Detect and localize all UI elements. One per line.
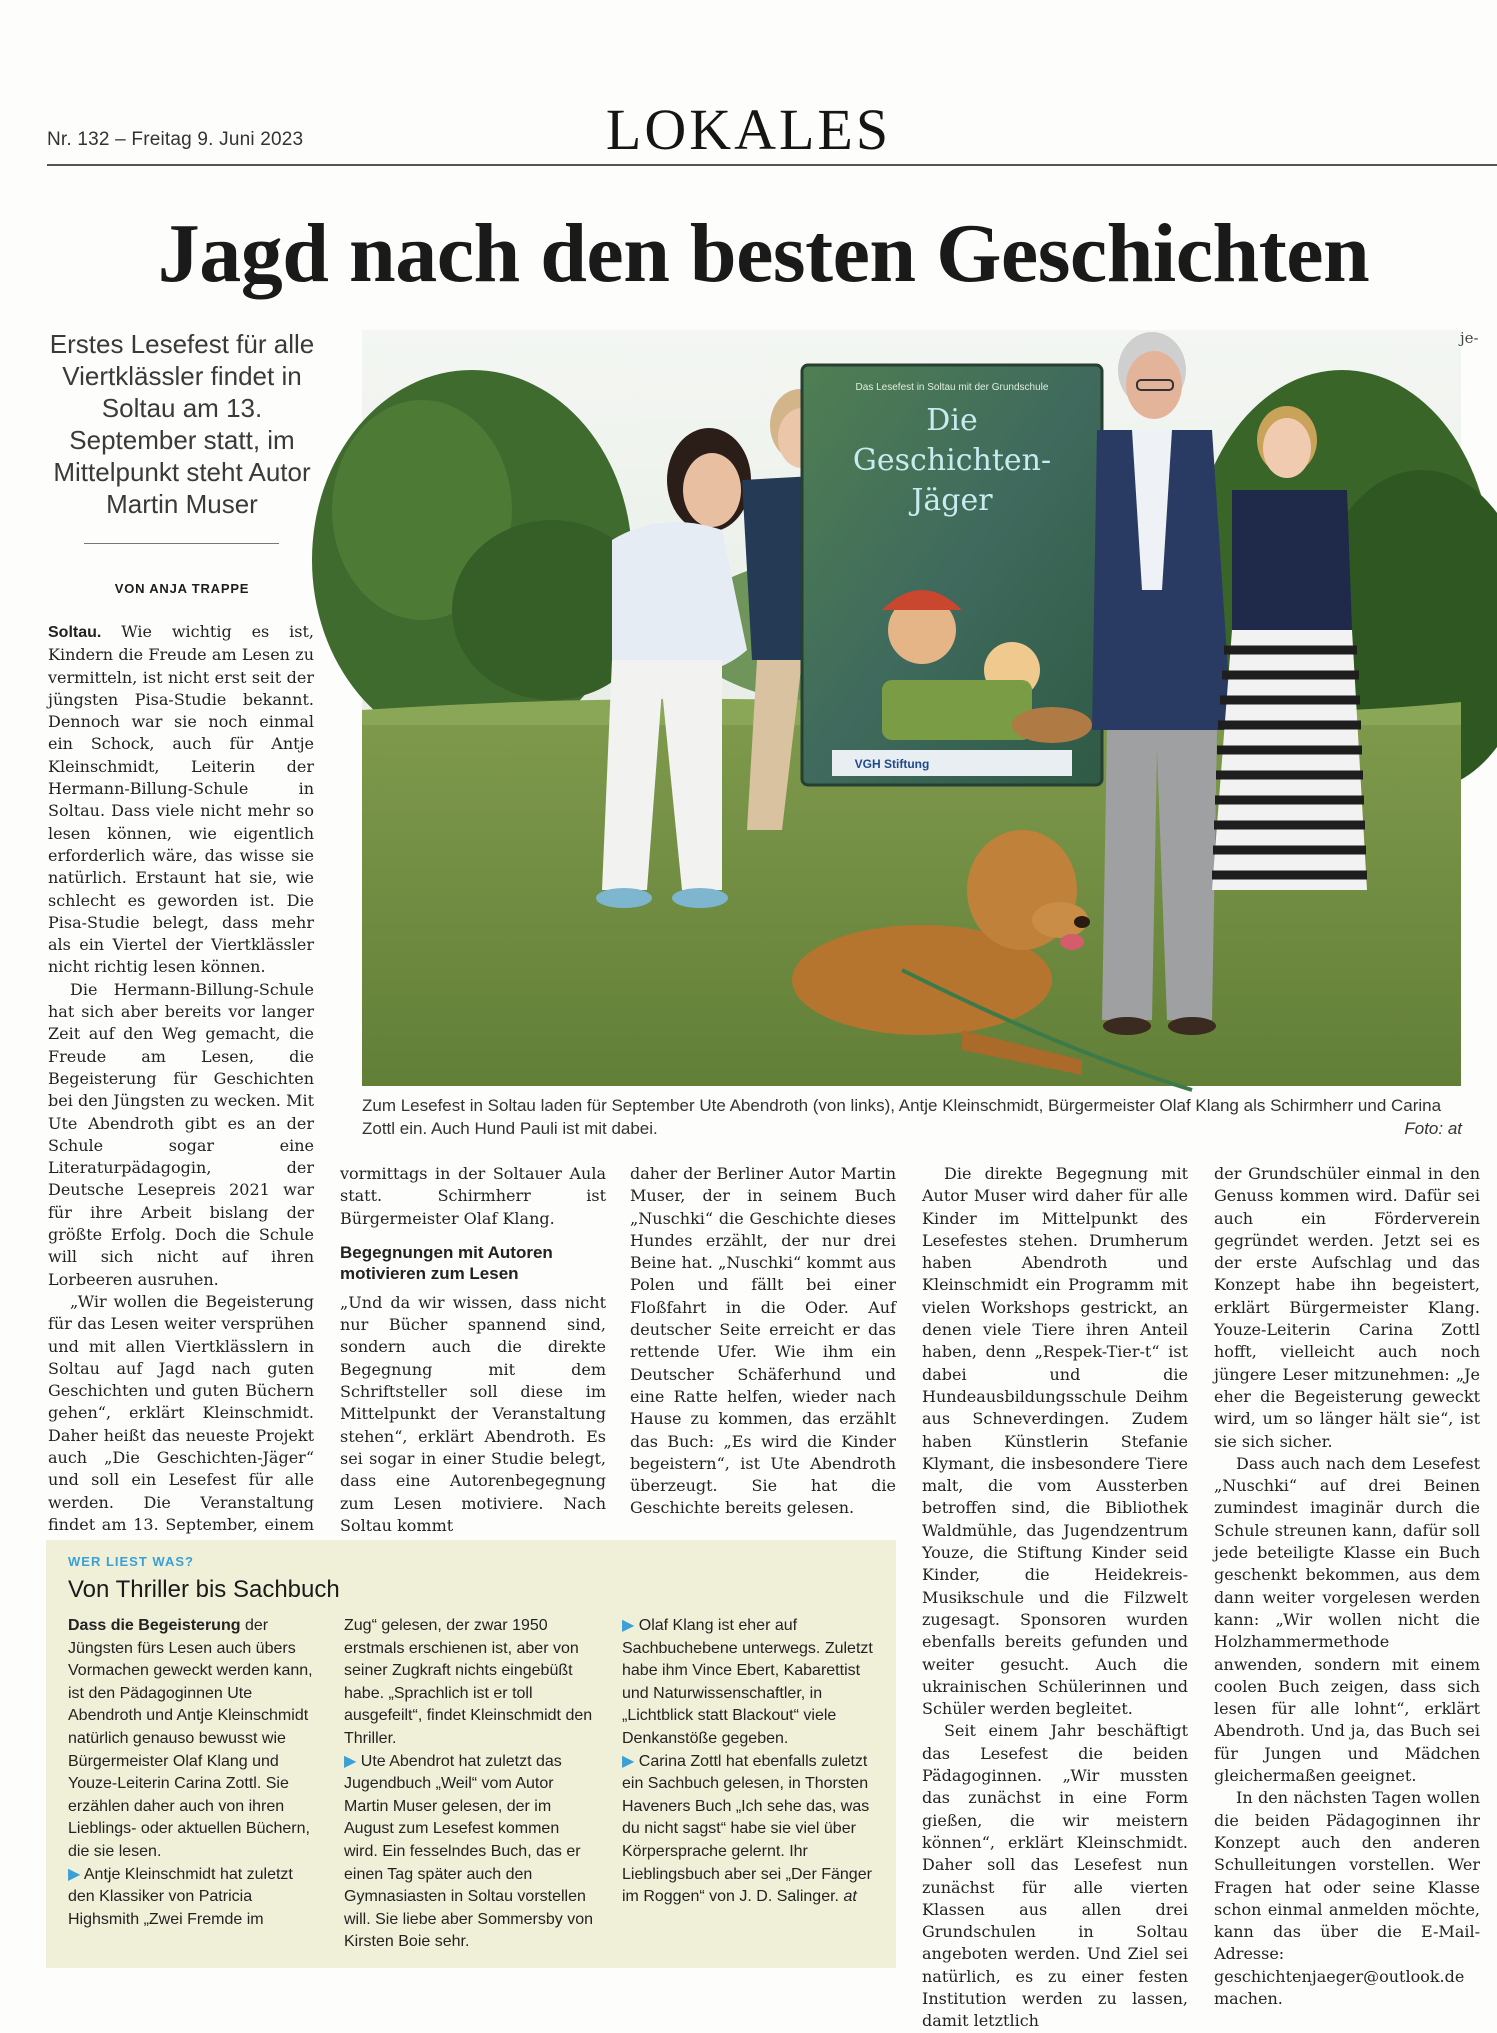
bullet-triangle-icon: ▶ — [344, 1752, 357, 1770]
col2-paragraph-1: vormittags in der Soltauer Aula statt. Schirmherr ist Bürgermeister Olaf Klang. — [340, 1164, 606, 1228]
box-column-3 — [622, 1615, 874, 1909]
caption-text: Zum Lesefest in Soltau laden für September Ute Abendroth (von links), Antje Kleinschmidt, Bürgermeister Olaf Klang als Schirmherr und Carina Zottl ein. Auch Hund Pauli ist mit dabei. — [362, 1096, 1442, 1138]
byline: VON ANJA TRAPPE — [114, 581, 250, 596]
col5-paragraph-1: der Grundschüler einmal in den Genuss kommen wird. Dafür sei auch ein Förderverein gegründet werden. Jetzt sei es der erste Aufschlag und das Konzept habe ihn begeistert, erklärt Bürgermeister Klang. Youze-Leiterin Carina Zottl hofft, vielleicht auch noch jüngere Leser mitzunehmen: „Je eher die Begeisterung geweckt wird, um so länger hält sie“, ist sie sich sicher. — [1214, 1164, 1480, 1451]
poster-sponsor: VGH Stiftung — [854, 757, 930, 771]
box-c1-paragraph-2: Antje Kleinschmidt hat zuletzt den Klassiker von Patricia Highsmith „Zwei Fremde im — [68, 1865, 293, 1928]
col5-paragraph-3: In den nächsten Tagen wollen die beiden Pädagoginnen ihr Konzept auch den anderen Schulleitungen vorstellen. Wer Fragen hat oder seine Klasse schon einmal anmelden möchte, kann das über die E-Mail-Adresse: geschichtenjaeger@outlook.de machen. — [1214, 1788, 1480, 2008]
box-column-1 — [68, 1615, 320, 1931]
box-title: Von Thriller bis Sachbuch — [68, 1576, 340, 1603]
photo-illustration — [362, 330, 1461, 1086]
box-c1-paragraph-1: der Jüngsten fürs Lesen auch übers Vormachen geweckt werden kann, ist den Pädagoginnen Ute Abendroth und Antje Kleinschmidt natürlich genauso bewusst wie Bürgermeister Olaf Klang und Youze-Leiterin Carina Zottl. Sie erzählen daher auch von ihren Lieblings- oder aktuellen Büchern, die sie lesen. — [68, 1617, 313, 1860]
header-rule — [47, 164, 1497, 166]
issue-info: Nr. 132 – Freitag 9. Juni 2023 — [47, 129, 304, 150]
col1-paragraph-1: Wie wichtig es ist, Kindern die Freude am Lesen zu vermitteln, ist nicht erst seit der jüngsten Pisa-Studie bekannt. Dennoch war sie noch einmal ein Schock, auch für Antje Kleinschmidt, Leiterin der Hermann-Billung-Schule in Soltau. Dass viele nicht mehr so lesen können, wie eigentlich erforderlich wäre, das wisse sie natürlich. Erstaunt hat sie, wie schlecht es geworden ist. Die Pisa-Studie belegt, dass mehr als ein Viertel der Viertklässler nicht richtig lesen können. — [48, 622, 314, 977]
col1-paragraph-2: Die Hermann-Billung-Schule hat sich aber bereits vor langer Zeit auf den Weg gemacht, die Freude am Lesen, die Begeisterung für Geschichten bei den Jüngsten zu wecken. Mit Ute Abendroth gibt es an der Schule sogar eine Literaturpädagogin, der Deutsche Lesepreis 2021 war für ihre Arbeit bislang der größte Erfolg. Doch die Schule will sich nicht auf ihren Lorbeeren ausruhen. — [48, 979, 314, 1289]
box-c2-paragraph-1: Zug“ gelesen, der zwar 1950 erstmals erschienen ist, aber von seiner Zugkraft nichts eingebüßt habe. „Sprachlich ist er toll ausgefeilt“, findet Kleinschmidt den Thriller. — [344, 1617, 593, 1747]
col5-paragraph-2: Dass auch nach dem Lesefest „Nuschki“ auf drei Beinen zumindest imaginär durch die Schule streunen kann, dafür soll jede beteiligte Klasse ein Buch geschenkt bekommen, aus dem dann weiter vorgelesen werden kann: „Wir wollen nicht die Holzhammermethode anwenden, sondern mit einem coolen Buch zeigen, dass sich lesen für alle lohnt“, erklärt Abendroth. Und ja, das Buch sei für Jungen und Mädchen gleichermaßen geeignet. — [1214, 1453, 1480, 1786]
photo-caption — [362, 1094, 1462, 1140]
byline-rule — [84, 543, 279, 544]
cut-off-text: je- — [1460, 329, 1479, 347]
article-column-1 — [48, 621, 314, 1558]
col4-paragraph-1: Die direkte Begegnung mit Autor Muser wird daher für alle Kinder im Mittelpunkt des Lesefestes stehen. Drumherum haben Abendroth und Kleinschmidt ein Programm mit vielen Workshops gestrickt, an denen viele Tiere ihren Anteil haben, denn „Respek-Tier-t“ ist dabei und die Hundeausbildungsschule Deihm aus Schneverdingen. Zudem haben Künstlerin Stefanie Klymant, die insbesondere Tiere malt, die vom Aussterben betroffen sind, die Bibliothek Waldmühle, das Jugendzentrum Youze, die Stiftung Kinder seid Kinder, die Heidekreis-Musikschule und die Filzwelt zugesagt. Sponsoren wurden ebenfalls bereits gefunden und weiter gesucht. Auch die ukrainischen Schülerinnen und Schüler werden begleitet. — [922, 1164, 1188, 1719]
article-column-5 — [1214, 1163, 1480, 2010]
article-column-3 — [630, 1163, 896, 1520]
poster-title-1: Die — [926, 403, 978, 438]
box-c3-paragraph-2: Carina Zottl hat ebenfalls zuletzt ein Sachbuch gelesen, in Thorsten Haveners Buch „Ich sehe das, was du nicht sagst“ habe sie viel über Körpersprache gelernt. Ihr Lieblingsbuch aber sei „Der Fänger im Roggen“ von J. D. Salinger. — [622, 1752, 872, 1906]
poster-title-2: Geschichten- — [852, 443, 1052, 478]
box-c3-paragraph-1: Olaf Klang ist eher auf Sachbuchebene unterwegs. Zuletzt habe ihm Vince Ebert, Kabarettist und Naturwissenschaftler, in „Lichtblick statt Blackout“ viele Denkanstöße gegeben. — [622, 1617, 873, 1747]
article-column-4 — [922, 1163, 1188, 2033]
photo-credit: Foto: at — [1404, 1119, 1462, 1138]
bullet-triangle-icon: ▶ — [622, 1752, 635, 1770]
box-lead: Dass die Begeisterung — [68, 1617, 241, 1634]
poster-top: Das Lesefest in Soltau mit der Grundschule — [855, 382, 1049, 393]
box-signature: at — [843, 1888, 857, 1906]
col1-paragraph-3: „Wir wollen die Begeisterung für das Lesen weiter versprühen und mit allen Viertklässlern in Soltau auf Jagd nach guten Geschichten und guten Büchern gehen“, erklärt Kleinschmidt. Daher heißt das neueste Projekt auch „Die Geschichten-Jäger“ und soll ein Lesefest für alle werden. Die Veranstaltung findet am 13. September, einem — [48, 1291, 314, 1534]
poster-title-3: Jäger — [911, 483, 993, 518]
info-box — [46, 1540, 896, 1968]
dateline: Soltau. — [48, 624, 102, 641]
section-title: LOKALES — [605, 97, 892, 162]
bullet-triangle-icon: ▶ — [622, 1617, 635, 1634]
poster — [802, 365, 1102, 785]
headline: Jagd nach den besten Geschichten — [157, 207, 1370, 300]
box-column-2 — [344, 1615, 596, 1954]
box-kicker: WER LIEST WAS? — [68, 1554, 194, 1569]
bullet-triangle-icon: ▶ — [68, 1865, 81, 1883]
article-column-2 — [340, 1163, 606, 1537]
col3-paragraph-1: daher der Berliner Autor Martin Muser, der in seinem Buch „Nuschki“ die Geschichte dieses Hundes erzählt, der nur drei Beine hat. „Nuschki“ kommt aus Polen und fällt bei einer Floßfahrt in die Oder. Auf deutscher Seite erreicht er das rettende Ufer. Wie ihm ein Deutscher Schäferhund und eine Ratte helfen, wieder nach Hause zu kommen, das erzählt das Buch: „Es wird die Kinder begeistern“, ist Ute Abendroth überzeugt. Sie hat die Geschichte bereits gelesen. — [630, 1164, 896, 1518]
article-photo — [362, 330, 1461, 1086]
article-subhead: Begegnungen mit Autoren motivieren zum Lesen — [340, 1242, 553, 1283]
subtitle: Erstes Lesefest für alle Viertklässler findet in Soltau am 13. September statt, im Mittelpunkt steht Autor Martin Muser — [49, 329, 315, 519]
col4-paragraph-2: Seit einem Jahr beschäftigt das Lesefest die beiden Pädagoginnen. „Wir mussten das zunächst in eine Form gießen, die wir meistern können“, erklärt Kleinschmidt. Daher soll das Lesefest nun zunächst für alle vierten Klassen aus allen drei Grundschulen in Soltau angeboten werden. Und Ziel sei natürlich, es zu einer festen Institution werden zu lassen, damit letztlich — [922, 1721, 1188, 2031]
box-c2-paragraph-2: Ute Abendrot hat zuletzt das Jugendbuch „Weil“ vom Autor Martin Muser gelesen, der im August zum Lesefest kommen wird. Ein fesselndes Buch, das er einen Tag später auch den Gymnasiasten in Soltau vorstellen will. Sie liebe aber Sommersby von Kirsten Boie sehr. — [344, 1752, 593, 1951]
col2-paragraph-2: „Und da wir wissen, dass nicht nur Bücher spannend sind, sondern auch die direkte Begegnung mit dem Schriftsteller soll diese im Mittelpunkt der Veranstaltung stehen“, erklärt Abendroth. Es sei sogar in einer Studie belegt, dass eine Autorenbegegnung zum Lesen motiviere. Nach Soltau kommt — [340, 1292, 606, 1535]
